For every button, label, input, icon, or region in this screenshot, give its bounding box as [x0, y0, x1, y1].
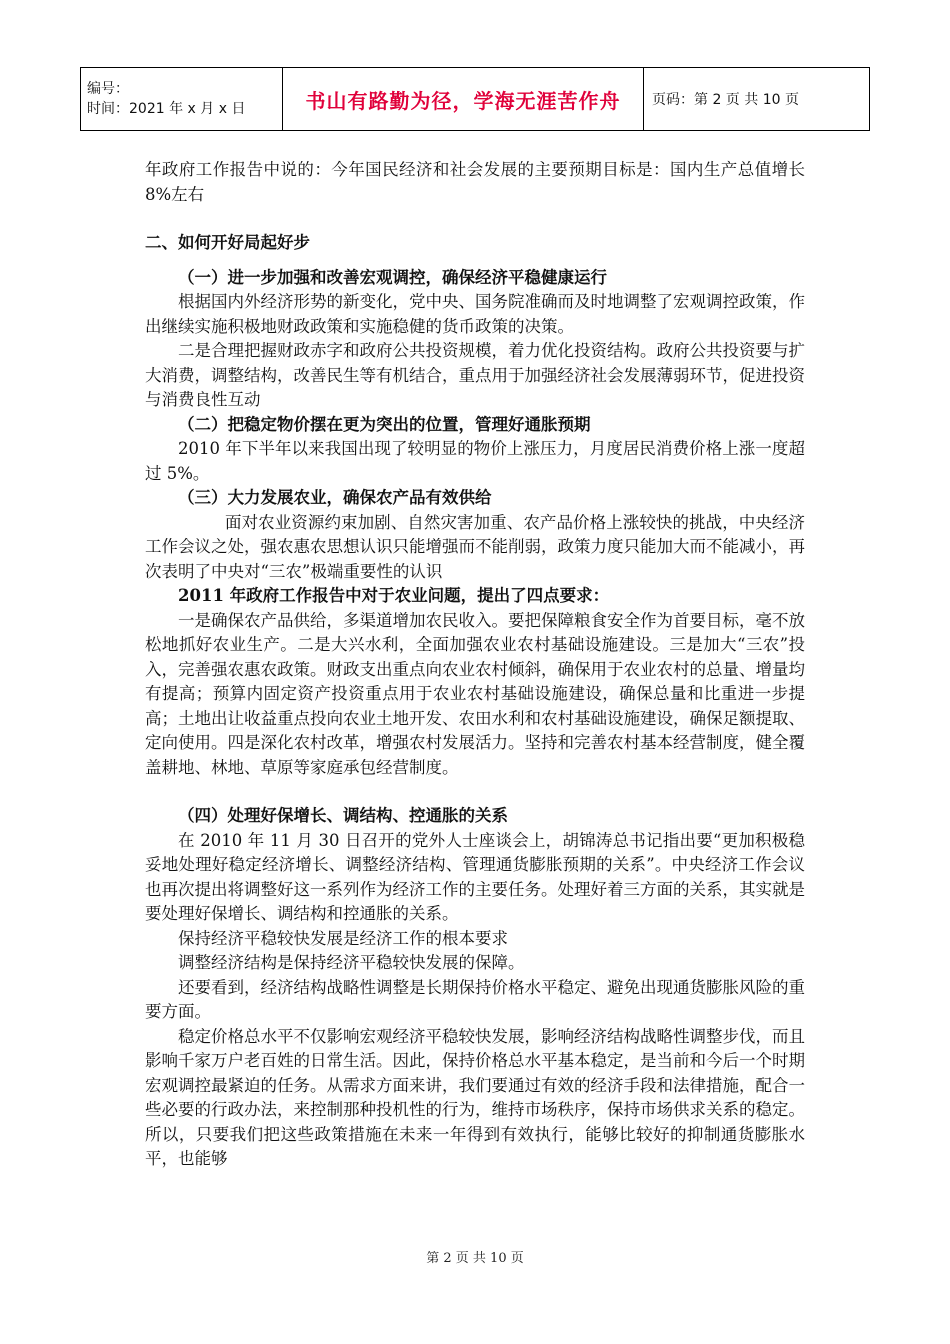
header-meta [81, 68, 283, 131]
page-footer: 第 2 页 共 10 页 [426, 1251, 524, 1266]
paragraph: 调整经济结构是保持经济平稳较快发展的保障。 [178, 953, 525, 972]
paragraph: 稳定价格总水平不仅影响宏观经济平稳较快发展，影响经济结构战略性调整步伐，而且影响千家万户老百姓的日常生活。因此，保持价格总水平基本稳定，是当前和今后一个时期宏观调控最紧迫的任务。从需求方面来讲，我们要通过有效的经济手段和法律措施，配合一些必要的行政办法，来控制那种投机性的行为，维持市场秩序，保持市场供求关系的稳定。所以，只要我们把这些政策措施在未来一年得到有效执行，能够比较好的抑制通货膨胀水平，也能够 [145, 1026, 805, 1168]
header-motto: 书山有路勤为径，学海无涯苦作舟 [283, 68, 644, 131]
header-page-info: 页码：第 2 页 共 10 页 [644, 68, 870, 131]
paragraph: 保持经济平稳较快发展是经济工作的根本要求 [178, 928, 508, 948]
subsection-heading: （三）大力发展农业，确保农产品有效供给 [178, 488, 492, 507]
paragraph: 还要看到，经济结构战略性调整是长期保持价格水平稳定、避免出现通货膨胀风险的重要方面。 [145, 977, 805, 1021]
section-heading: 二、如何开好局起好步 [145, 233, 310, 252]
paragraph: 二是合理把握财政赤字和政府公共投资规模，着力优化投资结构。政府公共投资要与扩大消费，调整结构，改善民生等有机结合，重点用于加强经济社会发展薄弱环节，促进投资与消费良性互动 [145, 341, 805, 409]
paragraph: 面对农业资源约束加剧、自然灾害加重、农产品价格上涨较快的挑战，中央经济工作会议之处，强农惠农思想认识只能增强而不能削弱，政策力度只能加大而不能减小，再次表明了中央对“三农”极端重要性的认识 [145, 512, 805, 581]
document-number: 编号： [87, 81, 129, 97]
subsection-heading: （二）把稳定物价摆在更为突出的位置，管理好通胀预期 [178, 414, 591, 434]
document-date: 时间：2021 年 x 月 x 日 [87, 101, 246, 117]
paragraph: 一是确保农产品供给，多渠道增加农民收入。要把保障粮食安全作为首要目标，毫不放松地抓好农业生产。二是大兴水利，全面加强农业农村基础设施建设。三是加大“三农”投入，完善强农惠农政策。财政支出重点向农业农村倾斜，确保用于农业农村的总量、增量均有提高；预算内固定资产投资重点用于农业农村基础设施建设，确保总量和比重进一步提高；土地出让收益重点投向农业土地开发、农田水利和农村基础设施建设，确保足额提取、定向使用。四是深化农村改革，增强农村发展活力。坚持和完善农村基本经营制度，健全覆盖耕地、林地、草原等家庭承包经营制度。 [145, 610, 805, 777]
subsection-heading: （一）进一步加强和改善宏观调控，确保经济平稳健康运行 [178, 267, 607, 287]
document-body [145, 158, 805, 1172]
document-header [80, 67, 870, 131]
paragraph: 在 2010 年 11 月 30 日召开的党外人士座谈会上，胡锦涛总书记指出要“更加积极稳妥地处理好稳定经济增长、调整经济结构、管理通货膨胀预期的关系”。中央经济工作会议也再次提出将调整好这一系列作为经济工作的主要任务。处理好着三方面的关系，其实就是要处理好保增长、调结构和控通胀的关系。 [145, 830, 805, 923]
subsection-heading: （四）处理好保增长、调结构、控通胀的关系 [178, 806, 508, 825]
paragraph: 2010 年下半年以来我国出现了较明显的物价上涨压力，月度居民消费价格上涨一度超过 5%。 [145, 439, 805, 483]
subsection-heading: 2011 年政府工作报告中对于农业问题，提出了四点要求： [178, 586, 610, 605]
paragraph: 年政府工作报告中说的：今年国民经济和社会发展的主要预期目标是：国内生产总值增长 8%左右 [145, 160, 805, 204]
paragraph: 根据国内外经济形势的新变化，党中央、国务院准确而及时地调整了宏观调控政策，作出继续实施积极地财政政策和实施稳健的货币政策的决策。 [145, 292, 805, 336]
